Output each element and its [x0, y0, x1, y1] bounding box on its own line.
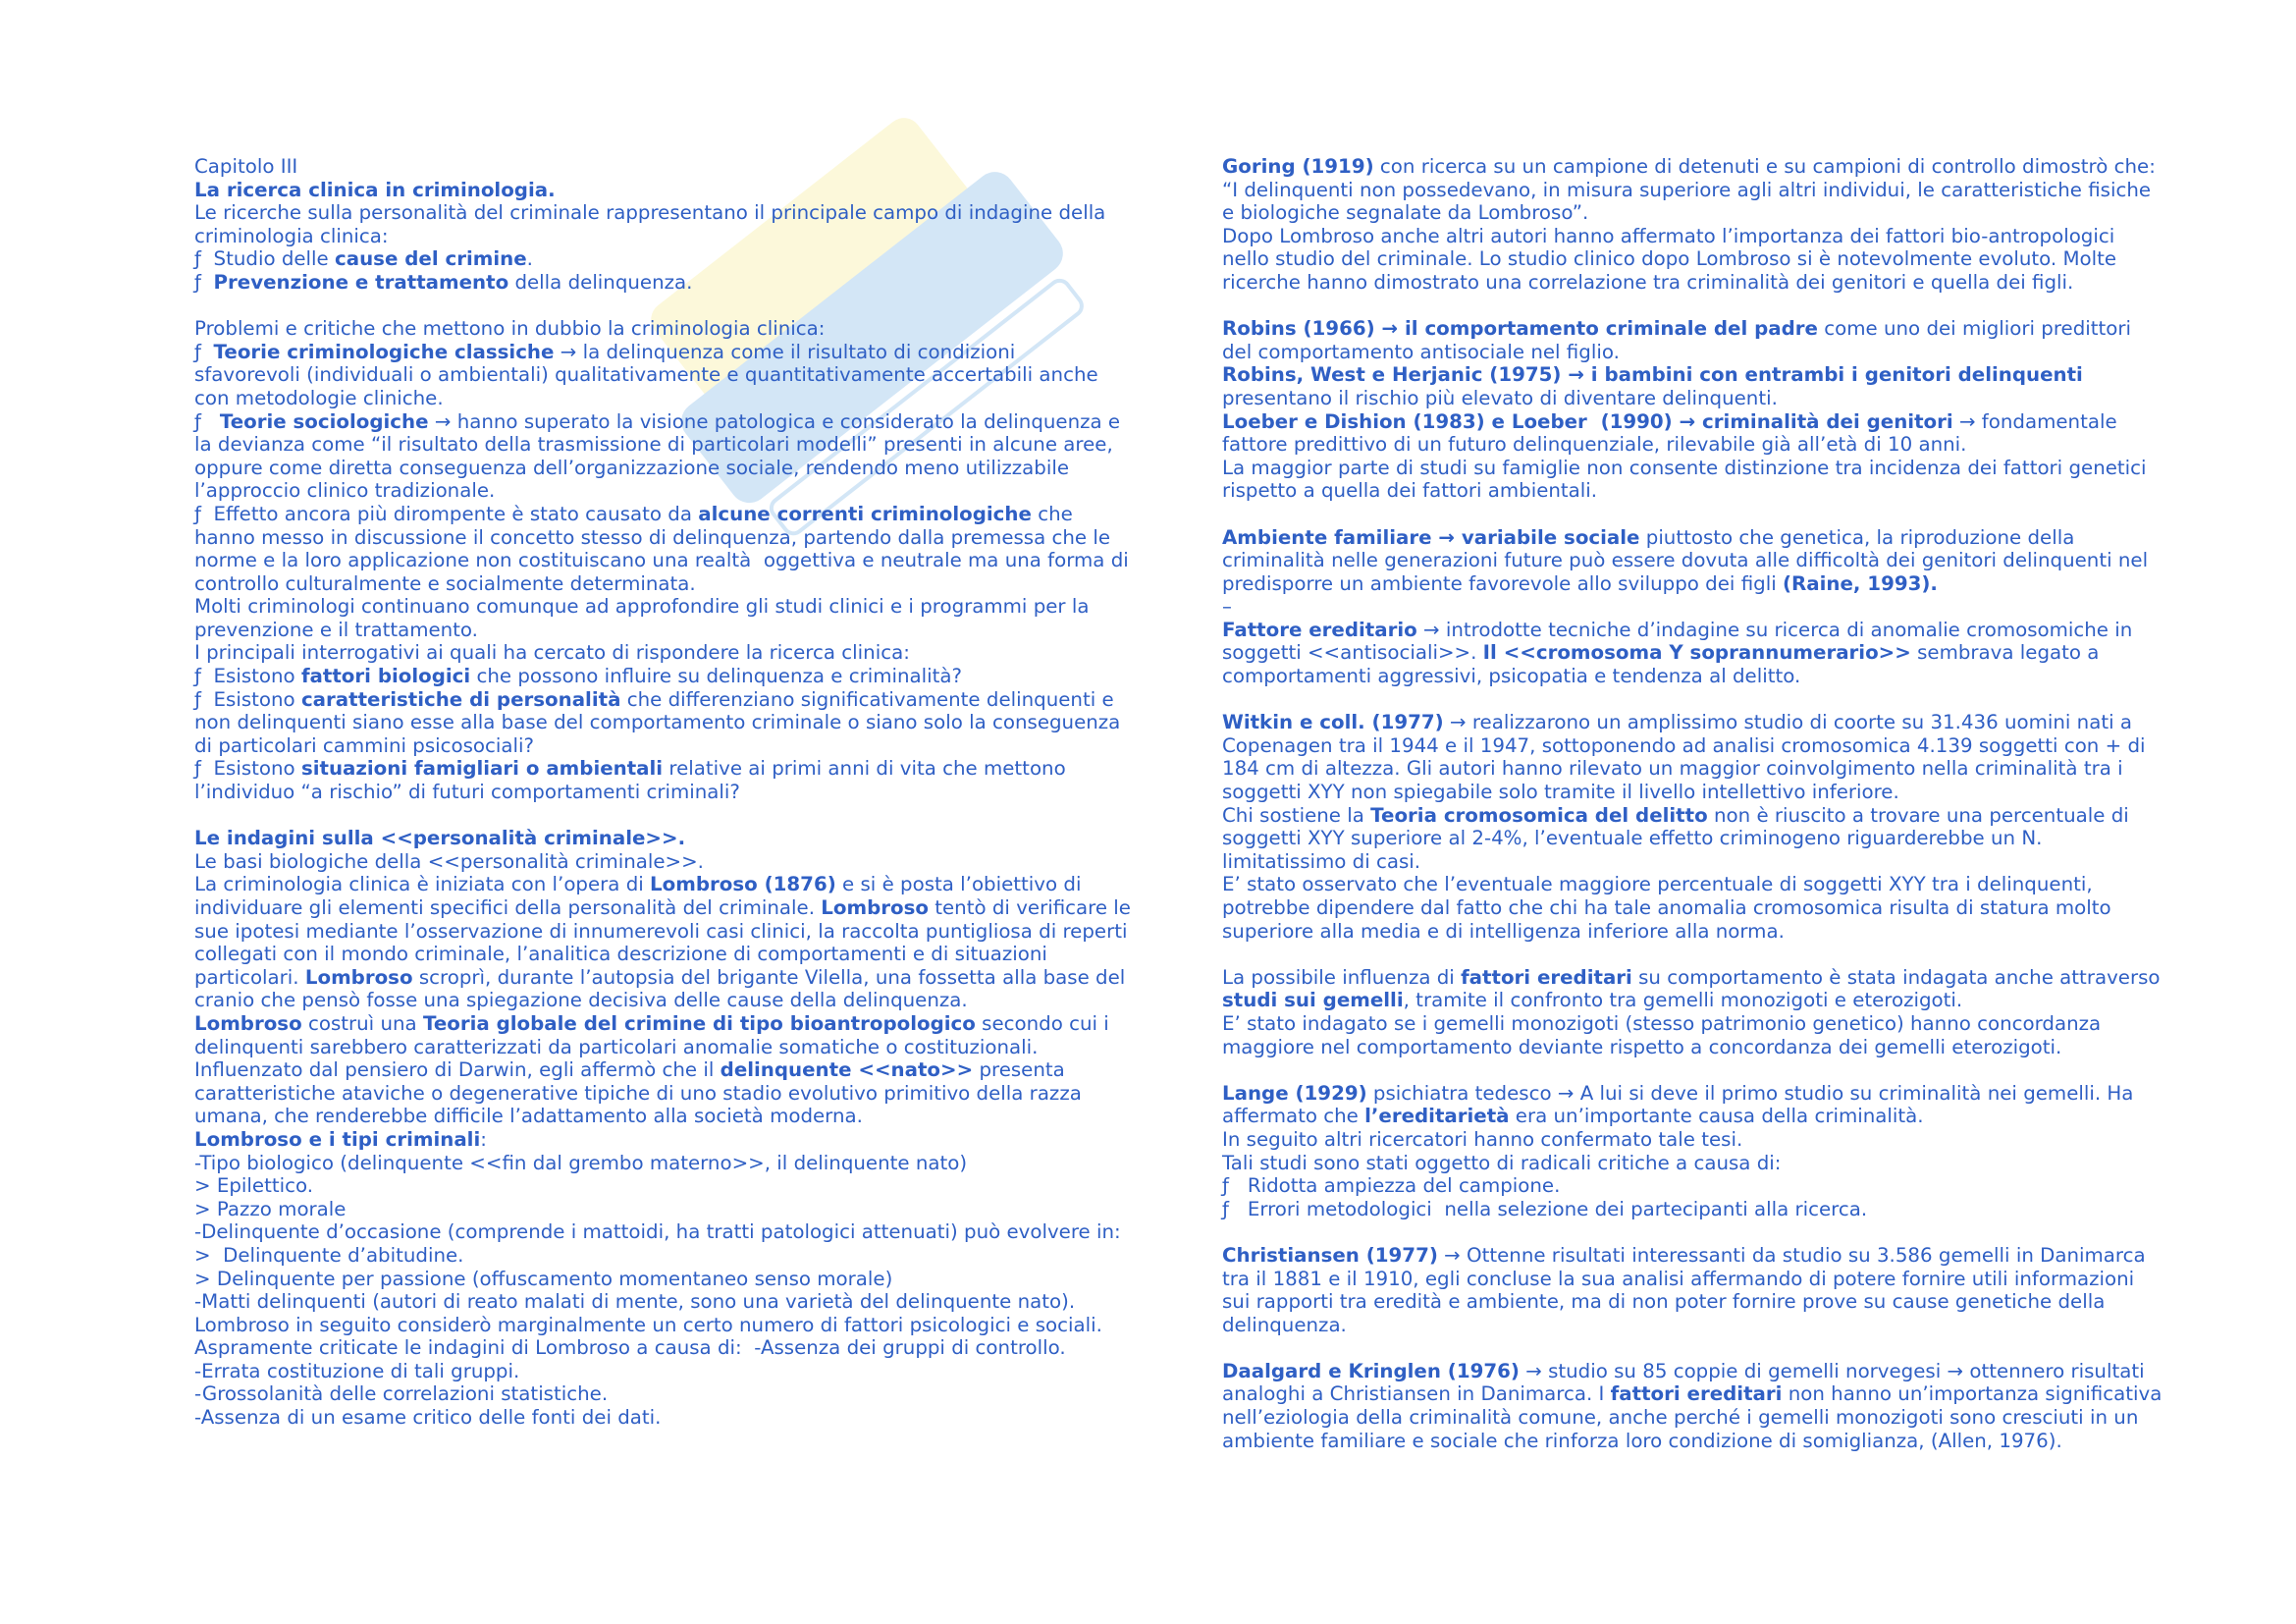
text-run: delinquenza. — [1222, 1313, 1347, 1336]
text-line — [1222, 641, 2169, 665]
text-run: ƒ Ridotta ampiezza del campione. — [1222, 1174, 1561, 1198]
blank-line — [1222, 1058, 2169, 1082]
text-line — [1222, 665, 2169, 688]
bold-text-run: La ricerca clinica in criminologia. — [194, 178, 556, 201]
text-run: Aspramente criticate le indagini di Lombroso a causa di: -Assenza dei gruppi di controllo. — [194, 1336, 1066, 1360]
bold-text-run: Daalgard e Kringlen (1976) — [1222, 1359, 1520, 1382]
bold-text-run: caratteristiche di personalità — [300, 687, 621, 711]
text-line — [1222, 804, 2169, 828]
text-run: psichiatra tedesco → A lui si deve il primo studio su criminalità nei gemelli. Ha — [1366, 1081, 2134, 1105]
text-line — [1222, 225, 2169, 248]
text-run: che differenziano significativamente delinquenti e — [620, 687, 1114, 711]
text-line — [1222, 526, 2169, 550]
text-line — [194, 179, 1132, 202]
text-line — [1222, 1174, 2169, 1198]
text-line — [1222, 1152, 2169, 1175]
text-run: ƒ — [194, 409, 220, 433]
text-run: affermato che — [1222, 1105, 1365, 1128]
blank-line — [194, 804, 1132, 828]
bold-text-run: Teoria globale del crimine di tipo bioantropologico — [422, 1011, 976, 1035]
text-run: E’ stato osservato che l’eventuale maggiore percentuale di soggetti XYY tra i delinquenti, — [1222, 873, 2093, 896]
text-run: : — [480, 1127, 487, 1151]
text-line — [1222, 1128, 2169, 1152]
text-line — [194, 1314, 1132, 1337]
text-run: soggetti XYY non spiegabile solo tramite il livello intellettivo inferiore. — [1222, 781, 1899, 804]
text-run: ƒ Esistono — [194, 687, 301, 711]
text-line — [194, 896, 1132, 920]
text-line — [1222, 1244, 2169, 1268]
text-run: Molti criminologi continuano comunque ad approfondire gli studi clinici e i programmi per la — [194, 595, 1090, 619]
text-line — [1222, 966, 2169, 990]
right-column — [1222, 155, 2169, 1452]
text-line — [194, 1128, 1132, 1152]
text-line — [194, 688, 1132, 712]
text-line — [194, 433, 1132, 457]
text-line — [194, 1336, 1132, 1360]
bold-text-run: fattori biologici — [300, 665, 471, 688]
bold-text-run: Lombroso — [304, 965, 413, 989]
text-run: particolari. — [194, 965, 305, 989]
text-line — [1222, 1360, 2169, 1383]
bold-text-run: delinquente <<nato>> — [720, 1058, 974, 1082]
text-run: I principali interrogativi ai quali ha cercato di rispondere la ricerca clinica: — [194, 641, 910, 665]
text-line — [1222, 896, 2169, 920]
text-run: soggetti XYY superiore al 2-4%, l’eventuale effetto criminogeno riguarderebbe un N. — [1222, 827, 2043, 850]
bold-text-run: Prevenzione e trattamento — [213, 270, 509, 294]
text-line — [194, 526, 1132, 550]
text-run: ƒ Esistono — [194, 665, 301, 688]
text-line — [194, 317, 1132, 341]
text-line — [194, 711, 1132, 734]
text-run: Chi sostiene la — [1222, 803, 1371, 827]
text-run: sue ipotesi mediante l’osservazione di innumerevoli casi clinici, la raccolta puntigliosa di reperti — [194, 919, 1128, 943]
text-run: prevenzione e il trattamento. — [194, 618, 478, 641]
text-run: tentò di verificare le — [928, 896, 1131, 919]
text-run: Tali studi sono stati oggetto di radicali critiche a causa di: — [1222, 1151, 1782, 1174]
text-run: La maggior parte di studi su famiglie non consente distinzione tra incidenza dei fattori genetici — [1222, 456, 2147, 479]
text-run: non è riuscito a trovare una percentuale di — [1707, 803, 2129, 827]
text-run: sfavorevoli (individuali o ambientali) qualitativamente e quantitativamente accertabili anche — [194, 363, 1098, 387]
text-line — [1222, 363, 2169, 387]
bold-text-run: Teorie criminologiche classiche — [213, 340, 555, 363]
blank-line — [1222, 295, 2169, 318]
blank-line — [194, 295, 1132, 318]
text-run: Problemi e critiche che mettono in dubbio la criminologia clinica: — [194, 317, 826, 341]
text-run: rispetto a quella dei fattori ambientali. — [1222, 479, 1598, 503]
text-run: -Matti delinquenti (autori di reato malati di mente, sono una varietà del delinquente nato). — [194, 1290, 1076, 1314]
bold-text-run: studi sui gemelli — [1222, 989, 1404, 1012]
text-run: → realizzarono un amplissimo studio di coorte su 31.436 uomini nati a — [1443, 711, 2132, 734]
text-line — [194, 1105, 1132, 1128]
text-run: In seguito altri ricercatori hanno confermato tale tesi. — [1222, 1127, 1743, 1151]
bold-text-run: Lombroso — [821, 896, 929, 919]
bold-text-run: Lombroso (1876) — [650, 873, 836, 896]
text-run: umana, che renderebbe difficile l’adattamento alla società moderna. — [194, 1105, 863, 1128]
text-line — [194, 989, 1132, 1012]
text-run: -Tipo biologico (delinquente <<fin dal grembo materno>>, il delinquente nato) — [194, 1151, 968, 1174]
text-run: – — [1222, 595, 1232, 619]
text-line — [1222, 201, 2169, 225]
text-run: → Ottenne risultati interessanti da studio su 3.586 gemelli in Danimarca — [1437, 1243, 2146, 1267]
text-run: criminologia clinica: — [194, 224, 389, 247]
text-run: cranio che pensò fosse una spiegazione decisiva delle cause della delinquenza. — [194, 989, 968, 1012]
text-run: ƒ Errori metodologici nella selezione dei partecipanti alla ricerca. — [1222, 1197, 1868, 1220]
bold-text-run: fattori ereditari — [1461, 965, 1632, 989]
text-run: . — [526, 247, 533, 271]
text-line — [1222, 757, 2169, 781]
text-line — [1222, 457, 2169, 480]
text-line — [194, 1198, 1132, 1221]
text-line — [194, 341, 1132, 364]
text-run: > Pazzo morale — [194, 1197, 347, 1220]
text-run: Copenagen tra il 1944 e il 1947, sottoponendo ad analisi cromosomica 4.139 soggetti con + di — [1222, 733, 2146, 757]
text-line — [194, 1360, 1132, 1383]
text-line — [194, 757, 1132, 781]
text-run: del comportamento antisociale nel figlio. — [1222, 340, 1620, 363]
bold-text-run: l’ereditarietà — [1364, 1105, 1510, 1128]
text-line — [1222, 619, 2169, 642]
text-line — [1222, 155, 2169, 179]
text-line — [194, 572, 1132, 596]
text-run: -Grossolanità delle correlazioni statistiche. — [194, 1382, 609, 1406]
text-line — [1222, 1268, 2169, 1291]
text-run: non hanno un’importanza significativa — [1782, 1382, 2163, 1406]
text-line — [1222, 1082, 2169, 1106]
text-run: → studio su 85 coppie di gemelli norvegesi → ottennero risultati — [1519, 1359, 2145, 1382]
text-line — [194, 873, 1132, 896]
text-line — [194, 850, 1132, 874]
text-run: tra il 1881 e il 1910, egli concluse la sua analisi affermando di potere fornire utili informazioni — [1222, 1267, 2135, 1290]
text-run: -Delinquente d’occasione (comprende i mattoidi, ha tratti patologici attenuati) può evolvere in: — [194, 1220, 1121, 1244]
text-run: Lombroso in seguito considerò marginalmente un certo numero di fattori psicologici e sociali. — [194, 1313, 1102, 1336]
text-line — [194, 827, 1132, 850]
text-run: maggiore nel comportamento deviante rispetto a concordanza dei gemelli eterozigoti. — [1222, 1035, 2062, 1058]
text-run: ƒ Effetto ancora più dirompente è stato causato da — [194, 502, 699, 525]
text-line — [1222, 850, 2169, 874]
text-run: → introdotte tecniche d’indagine su ricerca di anomalie cromosomiche in — [1416, 618, 2133, 641]
text-line — [1222, 572, 2169, 596]
text-run: l’individuo “a rischio” di futuri comportamenti criminali? — [194, 781, 740, 804]
text-run: comportamenti aggressivi, psicopatia e tendenza al delitto. — [1222, 665, 1801, 688]
text-line — [1222, 1105, 2169, 1128]
text-run: potrebbe dipendere dal fatto che chi ha tale anomalia cromosomica risulta di statura molto — [1222, 896, 2111, 919]
text-run: e si è posta l’obiettivo di — [835, 873, 1082, 896]
text-run: > Delinquente per passione (offuscamento momentaneo senso morale) — [194, 1267, 893, 1290]
text-line — [194, 1406, 1132, 1430]
bold-text-run: cause del crimine — [335, 247, 527, 271]
text-line — [1222, 1198, 2169, 1221]
text-run: limitatissimo di casi. — [1222, 849, 1421, 873]
text-run: costruì una — [301, 1011, 423, 1035]
text-line — [194, 1082, 1132, 1106]
text-run: , tramite il confronto tra gemelli monozigoti e eterozigoti. — [1403, 989, 1963, 1012]
text-line — [1222, 179, 2169, 202]
text-run: secondo cui i — [975, 1011, 1109, 1035]
bold-text-run: Teoria cromosomica del delitto — [1370, 803, 1708, 827]
text-line — [194, 155, 1132, 179]
text-run: E’ stato indagato se i gemelli monozigoti (stesso patrimonio genetico) hanno concordanza — [1222, 1011, 2102, 1035]
text-run: che possono influire su delinquenza e criminalità? — [470, 665, 963, 688]
text-line — [194, 247, 1132, 271]
text-line — [1222, 781, 2169, 804]
text-run: scroprì, durante l’autopsia del brigante Vilella, una fossetta alla base del — [412, 965, 1126, 989]
text-line — [194, 1382, 1132, 1406]
text-line — [1222, 1382, 2169, 1406]
text-run: con ricerca su un campione di detenuti e su campioni di controllo dimostrò che: — [1373, 155, 2156, 178]
text-line — [1222, 711, 2169, 734]
text-line — [1222, 317, 2169, 341]
text-run: analoghi a Christiansen in Danimarca. I — [1222, 1382, 1611, 1406]
text-run: fattore predittivo di un futuro delinquenziale, rilevabile già all’età di 10 anni. — [1222, 433, 1967, 457]
text-line — [1222, 1012, 2169, 1036]
text-run: sembrava legato a — [1910, 641, 2100, 665]
text-run: Le basi biologiche della <<personalità criminale>>. — [194, 849, 704, 873]
text-run: caratteristiche ataviche o degenerative tipiche di uno stadio evolutivo primitivo della razza — [194, 1081, 1082, 1105]
text-line — [194, 1036, 1132, 1059]
text-run: relative ai primi anni di vita che mettono — [663, 757, 1066, 781]
text-line — [1222, 595, 2169, 619]
text-run: La possibile influenza di — [1222, 965, 1462, 989]
text-line — [1222, 1430, 2169, 1453]
text-run: controllo culturalmente e socialmente determinata. — [194, 571, 696, 595]
bold-text-run: Witkin e coll. (1977) — [1222, 711, 1444, 734]
text-run: come uno dei migliori predittori — [1817, 317, 2132, 341]
text-line — [194, 920, 1132, 944]
text-line — [1222, 433, 2169, 457]
bold-text-run: situazioni famigliari o ambientali — [300, 757, 664, 781]
text-run: > Delinquente d’abitudine. — [194, 1243, 464, 1267]
bold-text-run: Lombroso e i tipi criminali — [194, 1127, 481, 1151]
text-run: superiore alla media e di intelligenza inferiore alla norma. — [1222, 919, 1785, 943]
text-line — [194, 1268, 1132, 1291]
text-line — [194, 641, 1132, 665]
blank-line — [1222, 1336, 2169, 1360]
text-run: → hanno superato la visione patologica e considerato la delinquenza e — [428, 409, 1121, 433]
text-line — [194, 1244, 1132, 1268]
blank-line — [1222, 688, 2169, 712]
text-line — [1222, 341, 2169, 364]
text-line — [1222, 827, 2169, 850]
text-line — [1222, 1036, 2169, 1059]
bold-text-run: Lombroso — [194, 1011, 302, 1035]
text-run: “I delinquenti non possedevano, in misura superiore agli altri individui, le caratteristiche fisiche — [1222, 178, 2152, 201]
text-line — [1222, 1406, 2169, 1430]
text-line — [1222, 387, 2169, 410]
text-run: Capitolo III — [194, 155, 298, 178]
text-run: l’approccio clinico tradizionale. — [194, 479, 496, 503]
bold-text-run: Teorie sociologiche — [219, 409, 429, 433]
text-run: 184 cm di altezza. Gli autori hanno rilevato un maggior coinvolgimento nella criminalità tra i — [1222, 757, 2123, 781]
bold-text-run: Lange (1929) — [1222, 1081, 1367, 1105]
text-line — [194, 1174, 1132, 1198]
text-run: ƒ — [194, 340, 214, 363]
text-line — [1222, 1314, 2169, 1337]
text-line — [194, 549, 1132, 572]
bold-text-run: Le indagini sulla <<personalità criminale>>. — [194, 827, 686, 850]
text-run: → la delinquenza come il risultato di condizioni — [554, 340, 1016, 363]
blank-line — [1222, 1220, 2169, 1244]
text-run: che — [1031, 502, 1073, 525]
text-line — [194, 781, 1132, 804]
text-run: la devianza come “il risultato della trasmissione di particolari modelli” presenti in alcune aree, — [194, 433, 1113, 457]
text-run: La criminologia clinica è iniziata con l’opera di — [194, 873, 651, 896]
text-line — [194, 479, 1132, 503]
text-line — [1222, 734, 2169, 758]
text-run: Influenzato dal pensiero di Darwin, egli affermò che il — [194, 1058, 721, 1082]
text-line — [194, 966, 1132, 990]
text-run: ambiente familiare e sociale che rinforza loro condizione di somiglianza, (Allen, 1976). — [1222, 1429, 2062, 1452]
text-line — [1222, 549, 2169, 572]
text-run: non delinquenti siano esse alla base del comportamento criminale o siano solo la conseguenza — [194, 711, 1121, 734]
text-line — [194, 734, 1132, 758]
text-line — [194, 1290, 1132, 1314]
text-line — [194, 1152, 1132, 1175]
text-line — [194, 387, 1132, 410]
text-run: norme e la loro applicazione non costituiscano una realtà oggettiva e neutrale ma una forma di — [194, 549, 1129, 572]
blank-line — [1222, 943, 2169, 966]
text-run: ƒ Studio delle — [194, 247, 336, 271]
text-line — [194, 363, 1132, 387]
text-line — [194, 665, 1132, 688]
text-run: individuare gli elementi specifici della personalità del criminale. — [194, 896, 822, 919]
text-line — [1222, 873, 2169, 896]
text-run: criminalità nelle generazioni future può essere dovuta alle difficoltà dei genitori delinquenti nel — [1222, 549, 2149, 572]
bold-text-run: Ambiente familiare → variabile sociale — [1222, 525, 1640, 549]
text-run: e biologiche segnalate da Lombroso”. — [1222, 201, 1589, 225]
text-line — [194, 1058, 1132, 1082]
text-run: predisporre un ambiente favorevole allo sviluppo dei figli — [1222, 571, 1783, 595]
text-run: hanno messo in discussione il concetto stesso di delinquenza, partendo dalla premessa che le — [194, 525, 1111, 549]
text-run: presentano il rischio più elevato di diventare delinquenti. — [1222, 386, 1778, 409]
bold-text-run: Goring (1919) — [1222, 155, 1374, 178]
text-line — [194, 503, 1132, 526]
text-line — [194, 225, 1132, 248]
text-line — [1222, 989, 2169, 1012]
text-line — [194, 595, 1132, 619]
text-run: piuttosto che genetica, la riproduzione della — [1639, 525, 2075, 549]
text-run: oppure come diretta conseguenza dell’organizzazione sociale, rendendo meno utilizzabile — [194, 456, 1070, 479]
text-run: sui rapporti tra eredità e ambiente, ma di non poter fornire prove su cause genetiche della — [1222, 1290, 2106, 1314]
text-run: di particolari cammini psicosociali? — [194, 733, 534, 757]
text-line — [194, 943, 1132, 966]
text-run: ƒ — [194, 270, 214, 294]
text-line — [194, 410, 1132, 434]
text-run: → fondamentale — [1952, 409, 2117, 433]
bold-text-run: Robins, West e Herjanic (1975) → i bambini con entrambi i genitori delinquenti — [1222, 363, 2083, 387]
text-run: presenta — [973, 1058, 1065, 1082]
text-line — [1222, 271, 2169, 295]
text-line — [194, 201, 1132, 225]
text-run: della delinquenza. — [508, 270, 693, 294]
text-run: con metodologie cliniche. — [194, 386, 444, 409]
text-run: delinquenti sarebbero caratterizzati da particolari anomalie somatiche o costituzionali. — [194, 1035, 1039, 1058]
text-run: nell’eziologia della criminalità comune, anche perché i gemelli monozigoti sono cresciuti in un — [1222, 1406, 2139, 1430]
text-run: soggetti <<antisociali>>. — [1222, 641, 1483, 665]
text-run: su comportamento è stata indagata anche attraverso — [1631, 965, 2161, 989]
bold-text-run: Il <<cromosoma Y soprannumerario>> — [1482, 641, 1911, 665]
text-line — [1222, 1290, 2169, 1314]
bold-text-run: Christiansen (1977) — [1222, 1243, 1438, 1267]
text-run: Dopo Lombroso anche altri autori hanno affermato l’importanza dei fattori bio-antropologici — [1222, 224, 2115, 247]
text-run: > Epilettico. — [194, 1174, 314, 1198]
text-line — [1222, 410, 2169, 434]
bold-text-run: Loeber e Dishion (1983) e Loeber (1990) → criminalità dei genitori — [1222, 409, 1953, 433]
text-line — [194, 457, 1132, 480]
text-line — [1222, 920, 2169, 944]
text-run: nello studio del criminale. Lo studio clinico dopo Lombroso si è notevolmente evoluto. Molte — [1222, 247, 2117, 271]
text-run: -Assenza di un esame critico delle fonti dei dati. — [194, 1406, 662, 1430]
text-line — [194, 1012, 1132, 1036]
text-line — [194, 271, 1132, 295]
text-line — [194, 1220, 1132, 1244]
left-column — [194, 155, 1132, 1430]
text-run: ricerche hanno dimostrato una correlazione tra criminalità dei genitori e quella dei figli. — [1222, 270, 2074, 294]
bold-text-run: Robins (1966) → il comportamento criminale del padre — [1222, 317, 1818, 341]
text-run: -Errata costituzione di tali gruppi. — [194, 1359, 520, 1382]
text-line — [1222, 247, 2169, 271]
text-run: ƒ Esistono — [194, 757, 301, 781]
blank-line — [1222, 503, 2169, 526]
text-line — [1222, 479, 2169, 503]
text-run: collegati con il mondo criminale, l’analitica descrizione di comportamenti e di situazioni — [194, 943, 1047, 966]
text-run: era un’importante causa della criminalità. — [1509, 1105, 1924, 1128]
bold-text-run: Fattore ereditario — [1222, 618, 1417, 641]
text-run: Le ricerche sulla personalità del criminale rappresentano il principale campo di indagine della — [194, 201, 1106, 225]
bold-text-run: alcune correnti criminologiche — [698, 502, 1032, 525]
bold-text-run: (Raine, 1993). — [1783, 571, 1938, 595]
bold-text-run: fattori ereditari — [1610, 1382, 1783, 1406]
text-line — [194, 619, 1132, 642]
